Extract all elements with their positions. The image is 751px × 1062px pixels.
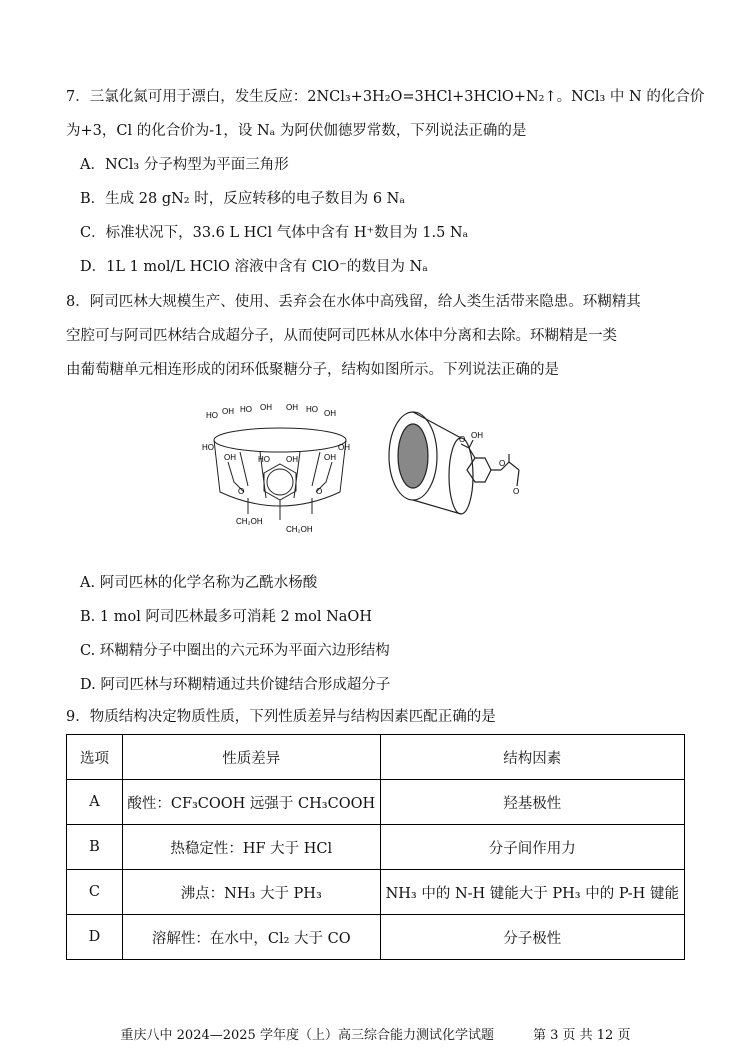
fig-label-o-1: O: [238, 487, 245, 496]
schematic-label-o-3: O: [513, 487, 520, 496]
table-row: [67, 780, 685, 825]
cyclodextrin-structure-figure: [200, 402, 360, 542]
row-b-option: B: [67, 825, 123, 870]
fig-label-o-2: O: [316, 487, 323, 496]
fig-label-oh-6: OH: [224, 453, 236, 462]
fig-label-ho-1: HO: [206, 411, 218, 420]
question-8: [66, 285, 686, 387]
fig-label-ho-4: HO: [202, 443, 214, 452]
row-a-property: 酸性：CF₃COOH 远强于 CH₃COOH: [122, 780, 380, 825]
schematic-label-o-1: O: [459, 435, 466, 444]
schematic-label-oh: OH: [471, 431, 483, 440]
table-header-row: [67, 735, 685, 780]
q7-stem-line1: 7．三氯化氮可用于漂白，发生反应：2NCl₃+3H₂O=3HCl+3HClO+N₂↑。NCl₃ 中 N 的化合价: [66, 89, 705, 105]
fig-label-oh-2: OH: [260, 403, 272, 412]
q9-table: [66, 734, 685, 960]
q8-stem-line2: 空腔可与阿司匹林结合成超分子，从而使阿司匹林从水体中分离和去除。环糊精是一类: [66, 328, 617, 344]
row-a-factor: 羟基极性: [380, 780, 684, 825]
q7-option-b: B．生成 28 gN₂ 时，反应转移的电子数目为 6 Nₐ: [80, 191, 405, 207]
q8-option-a: A. 阿司匹林的化学名称为乙酰水杨酸: [80, 575, 318, 591]
q7-option-d: D．1L 1 mol/L HClO 溶液中含有 ClO⁻的数目为 Nₐ: [80, 259, 428, 275]
q7-option-c: C．标准状况下，33.6 L HCl 气体中含有 H⁺数目为 1.5 Nₐ: [80, 225, 469, 241]
question-7: [66, 80, 705, 284]
q9-stem: 9．物质结构决定物质性质，下列性质差异与结构因素匹配正确的是: [66, 709, 496, 725]
row-b-property: 热稳定性：HF 大于 HCl: [122, 825, 380, 870]
fig-label-oh-5: OH: [338, 443, 350, 452]
schematic-label-o-2: O: [499, 459, 506, 468]
row-c-property: 沸点：NH₃ 大于 PH₃: [122, 870, 380, 915]
row-a-option: A: [67, 780, 123, 825]
fig-label-oh-3: OH: [286, 403, 298, 412]
header-option: 选项: [67, 735, 123, 780]
row-c-option: C: [67, 870, 123, 915]
q8-option-d: D. 阿司匹林与环糊精通过共价键结合形成超分子: [80, 677, 391, 693]
row-b-factor: 分子间作用力: [380, 825, 684, 870]
q8-stem-line3: 由葡萄糖单元相连形成的闭环低聚糖分子，结构如图所示。下列说法正确的是: [66, 362, 559, 378]
fig-label-oh-8: OH: [286, 455, 298, 464]
q8-option-c: C. 环糊精分子中圈出的六元环为平面六边形结构: [80, 643, 390, 659]
fig-label-ho-5: HO: [258, 455, 270, 464]
row-c-factor: NH₃ 中的 N-H 键能大于 PH₃ 中的 P-H 键能: [380, 870, 684, 915]
table-row: [67, 915, 685, 960]
fig-label-ch2oh-1: CH₂OH: [236, 517, 263, 526]
q8-option-b: B. 1 mol 阿司匹林最多可消耗 2 mol NaOH: [80, 609, 372, 625]
fig-label-ch2oh-2: CH₂OH: [286, 525, 313, 534]
q8-stem-line1: 8．阿司匹林大规模生产、使用、丢弃会在水体中高残留，给人类生活带来隐患。环糊精其: [66, 294, 641, 310]
row-d-property: 溶解性：在水中，Cl₂ 大于 CO: [122, 915, 380, 960]
supramolecule-schematic: [383, 406, 553, 536]
fig-label-ho-3: HO: [306, 405, 318, 414]
q8-options: [80, 566, 680, 702]
page-footer: 重庆八中 2024—2025 学年度（上）高三综合能力测试化学试题 第 3 页 共 12 页: [120, 1028, 631, 1043]
header-property-difference: 性质差异: [122, 735, 380, 780]
fig-label-ho-2: HO: [240, 405, 252, 414]
q7-option-a: A．NCl₃ 分子构型为平面三角形: [80, 157, 289, 173]
fig-label-oh-4: OH: [324, 409, 336, 418]
row-d-option: D: [67, 915, 123, 960]
fig-label-oh-1: OH: [222, 407, 234, 416]
fig-label-oh-7: OH: [324, 453, 336, 462]
row-d-factor: 分子极性: [380, 915, 684, 960]
table-row: [67, 825, 685, 870]
table-row: [67, 870, 685, 915]
header-structural-factor: 结构因素: [380, 735, 684, 780]
q7-stem-line2: 为+3，Cl 的化合价为-1，设 Nₐ 为阿伏伽德罗常数，下列说法正确的是: [66, 123, 527, 139]
